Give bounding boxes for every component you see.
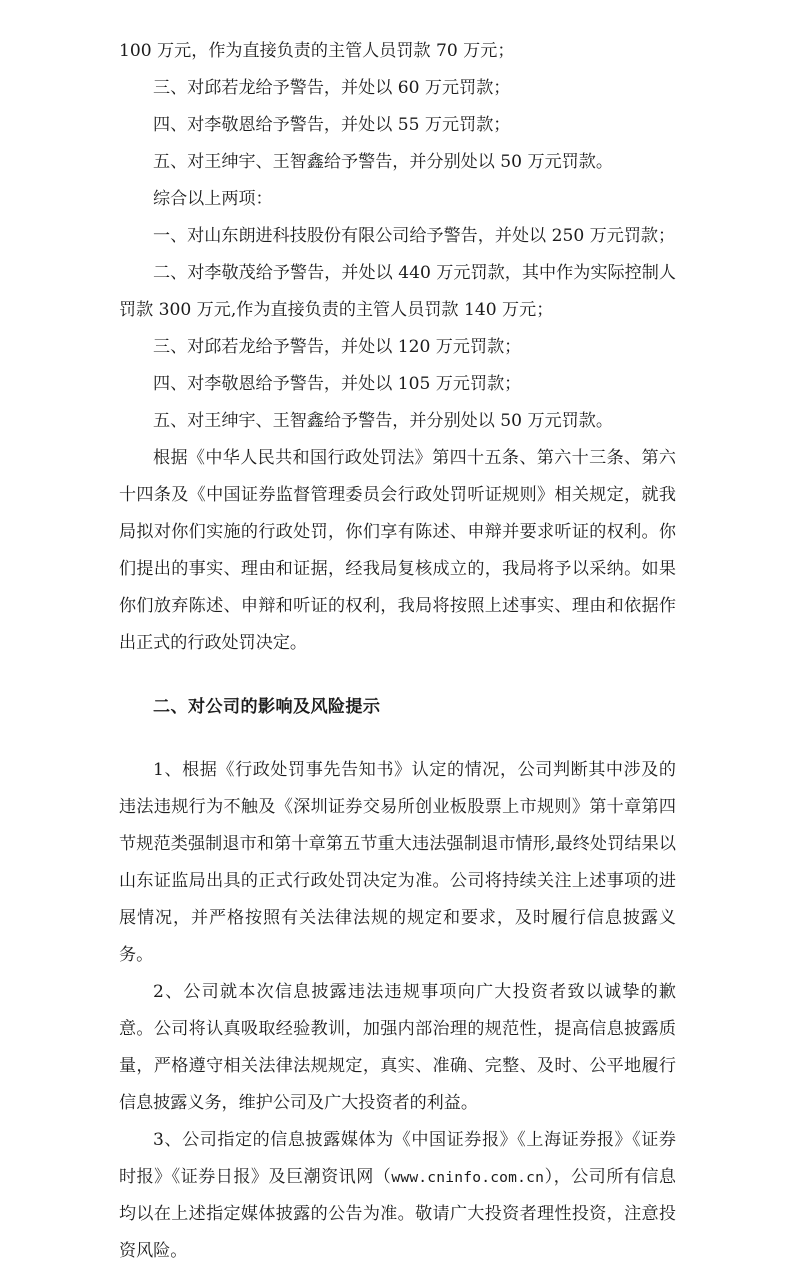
risk-item-1: 1、根据《行政处罚事先告知书》认定的情况，公司判断其中涉及的违法违规行为不触及《深圳证券交易所创业板股票上市规则》第十章第四节规范类强制退市和第十章第五节重大违法强制退市情形,最终处罚结果以山东证监局出具的正式行政处罚决定为准。公司将持续关注上述事项的进展情况，并严格按照有关法律法规的规定和要求，及时履行信息披露义务。	[119, 760, 676, 965]
penalty-item-2-3: 三、对邱若龙给予警告，并处以 120 万元罚款；	[153, 337, 522, 357]
risk-item-2: 2、公司就本次信息披露违法违规事项向广大投资者致以诚挚的歉意。公司将认真吸取经验教训，加强内部治理的规范性，提高信息披露质量，严格遵守相关法律法规规定，真实、准确、完整、及时、公平地履行信息披露义务，维护公司及广大投资者的利益。	[119, 982, 676, 1113]
penalty-item-2-5: 五、对王绅宇、王智鑫给予警告，并分别处以 50 万元罚款。	[153, 411, 613, 431]
cninfo-website-url: www.cninfo.com.cn	[391, 1169, 545, 1186]
risk-item-3	[119, 1122, 676, 1270]
heading-spacer-below	[119, 726, 676, 752]
summary-lead: 综合以上两项：	[153, 189, 273, 209]
penalty-item-2-2: 二、对李敬茂给予警告，并处以 440 万元罚款，其中作为实际控制人罚款 300 万元,作为直接负责的主管人员罚款 140 万元；	[119, 263, 676, 320]
penalty-item-1-4: 四、对李敬恩给予警告，并处以 55 万元罚款；	[153, 115, 511, 135]
penalty-item-2-1: 一、对山东朗进科技股份有限公司给予警告，并处以 250 万元罚款；	[153, 226, 676, 246]
penalty-item-1-5: 五、对王绅宇、王智鑫给予警告，并分别处以 50 万元罚款。	[153, 152, 613, 172]
document-body	[119, 33, 676, 1270]
legal-basis-paragraph: 根据《中华人民共和国行政处罚法》第四十五条、第六十三条、第六十四条及《中国证券监督管理委员会行政处罚听证规则》相关规定，就我局拟对你们实施的行政处罚，你们享有陈述、申辩并要求听证的权利。你们提出的事实、理由和证据，经我局复核成立的，我局将予以采纳。如果你们放弃陈述、申辩和听证的权利，我局将按照上述事实、理由和依据作出正式的行政处罚决定。	[119, 448, 676, 653]
risk-item-3-prefix: 3、公司指定的信息披露媒体为《中国证券报》《上海证券报》《证券时报》《证券日报》及巨潮资讯网（	[119, 1130, 676, 1187]
penalty-item-1-3: 三、对邱若龙给予警告，并处以 60 万元罚款；	[153, 78, 511, 98]
penalty-item-2-4: 四、对李敬恩给予警告，并处以 105 万元罚款；	[153, 374, 522, 394]
paragraph-continuation: 100 万元，作为直接负责的主管人员罚款 70 万元；	[119, 41, 515, 61]
heading-spacer-above	[119, 662, 676, 689]
risk-item-3-suffix: ），公司所有信息均以在上述指定媒体披露的公告为准。敬请广大投资者理性投资，注意投资风险。	[119, 1167, 677, 1261]
section-heading-risk-notice: 二、对公司的影响及风险提示	[153, 697, 381, 717]
